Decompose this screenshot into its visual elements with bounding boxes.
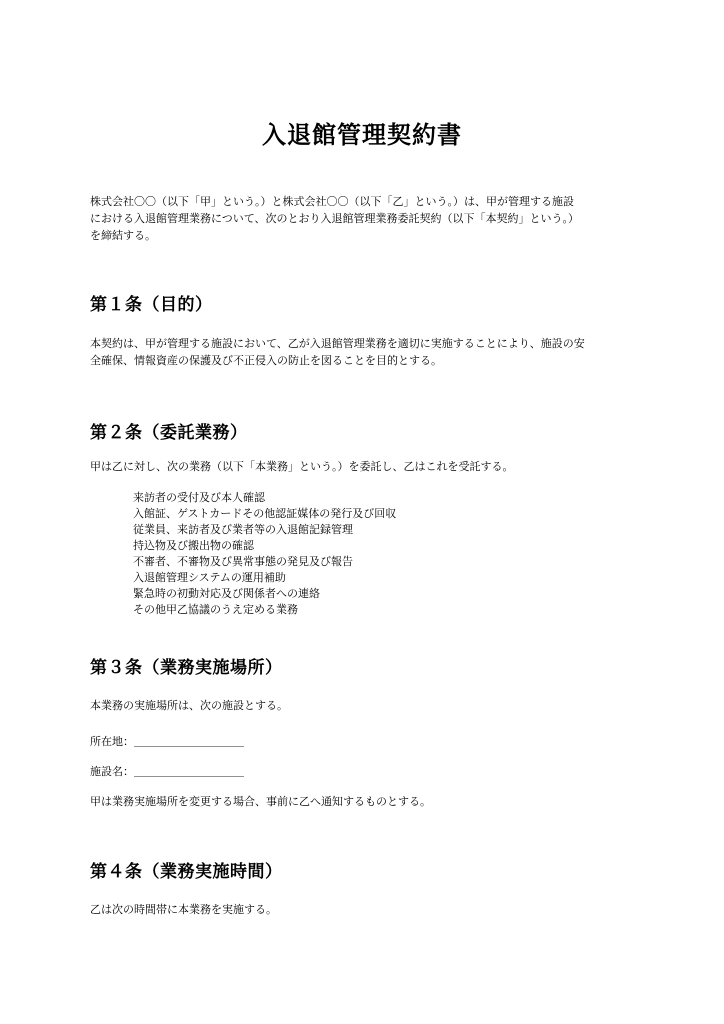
article-3-line: 甲は業務実施場所を変更する場合、事前に乙へ通知するものとする。: [90, 795, 431, 808]
list-item: 来訪者の受付及び本人確認: [133, 491, 265, 504]
list-item: 入退館管理システムの運用補助: [133, 571, 286, 584]
list-item: 緊急時の初動対応及び関係者への連絡: [133, 587, 320, 600]
list-item: その他甲乙協議のうえ定める業務: [133, 603, 298, 616]
article-1-line: 本契約は、甲が管理する施設において、乙が入退館管理業務を適切に実施することにより、施設の安: [90, 337, 585, 350]
facility-field-label: 施設名：＿＿＿＿＿＿＿＿＿＿: [90, 765, 244, 778]
article-2-line: 甲は乙に対し、次の業務（以下「本業務」という。）を委託し、乙はこれを受託する。: [90, 460, 514, 473]
article-2-item-list: [133, 490, 396, 618]
article-4-heading: 第４条（業務実施時間）: [90, 862, 283, 882]
article-3-heading: 第３条（業務実施場所）: [90, 658, 283, 678]
intro-line: を締結する。: [90, 229, 156, 242]
article-1-line: 全確保、情報資産の保護及び不正侵入の防止を図ることを目的とする。: [90, 354, 442, 367]
article-1-paragraph: [90, 335, 650, 369]
article-2-heading: 第２条（委託業務）: [90, 423, 248, 443]
intro-paragraph: [90, 193, 650, 244]
article-3-line: 本業務の実施場所は、次の施設とする。: [90, 699, 288, 712]
document-title: 入退館管理契約書: [262, 121, 462, 149]
list-item: 入館証、ゲストカードその他認証媒体の発行及び回収: [133, 507, 397, 520]
address-field-label: 所在地：＿＿＿＿＿＿＿＿＿＿: [90, 735, 244, 748]
list-item: 持込物及び搬出物の確認: [133, 539, 254, 552]
intro-line: 株式会社〇〇（以下「甲」という。）と株式会社〇〇（以下「乙」という。）は、甲が管理する施設: [90, 195, 574, 208]
article-1-heading: 第１条（目的）: [90, 295, 213, 315]
article-2-paragraph: [90, 458, 650, 475]
intro-line: における入退館管理業務について、次のとおり入退館管理業務委託契約（以下「本契約」という。）: [90, 212, 580, 225]
article-4-line: 乙は次の時間帯に本業務を実施する。: [90, 903, 277, 916]
list-item: 従業員、来訪者及び業者等の入退館記録管理: [133, 523, 353, 536]
list-item: 不審者、不審物及び異常事態の発見及び報告: [133, 555, 353, 568]
